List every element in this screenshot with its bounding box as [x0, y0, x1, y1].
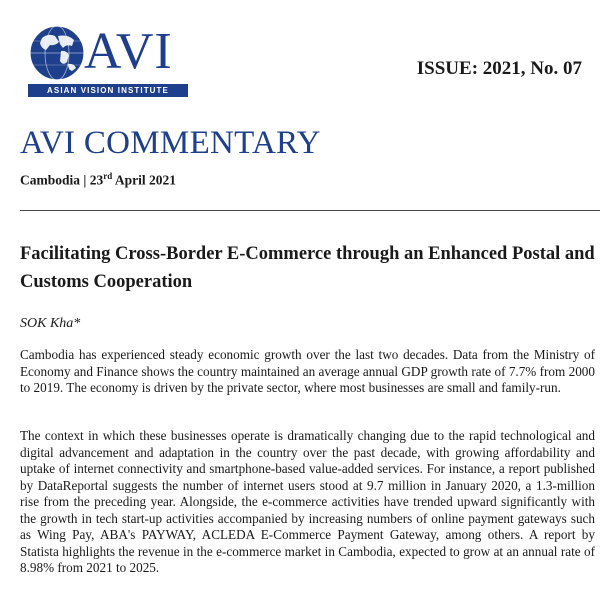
author: SOK Kha*: [20, 316, 81, 331]
location: Cambodia | 23: [20, 172, 104, 188]
issue-number: ISSUE: 2021, No. 07: [416, 58, 582, 79]
globe-icon: [28, 24, 86, 82]
article-title: Facilitating Cross-Border E-Commerce through an Enhanced Postal and Customs Cooperation: [20, 244, 595, 292]
paragraph-1: Cambodia has experienced steady economic growth over the last two decades. Data from the Ministry of Economy and Finance shows the country maintained an average annual GDP growth rate of 7.7% from 2000 to 2019. The economy is driven by the private sector, where most businesses are small and family-run.: [20, 347, 595, 395]
divider: [20, 210, 600, 211]
logo-tagline: ASIAN VISION INSTITUTE: [28, 84, 188, 97]
logo-wordmark: AVI: [84, 23, 173, 80]
series-title: AVI COMMENTARY: [20, 125, 321, 161]
avi-logo: [28, 24, 198, 99]
location-date: [20, 171, 176, 189]
date-superscript: rd: [103, 171, 113, 181]
paragraph-2: The context in which these businesses operate is dramatically changing due to the rapid technological and digital advancement and adaptation in the country over the past decade, with growing affordability and uptake of internet connectivity and smartphone-based value-added services. For instance, a report published by DataReportal suggests the number of internet users stood at 9.7 million in January 2020, a 1.3-million rise from the preceding year. Alongside, the e-commerce activities have trended upward significantly with the growth in tech start-up activities accompanied by increasing numbers of online payment gateways such as Wing Pay, ABA's PAYWAY, ACLEDA E-Commerce Payment Gateway, among others. A report by Statista highlights the revenue in the e-commerce market in Cambodia, expected to grow at an annual rate of 8.98% from 2021 to 2025.: [20, 428, 595, 575]
date: April 2021: [112, 172, 177, 188]
